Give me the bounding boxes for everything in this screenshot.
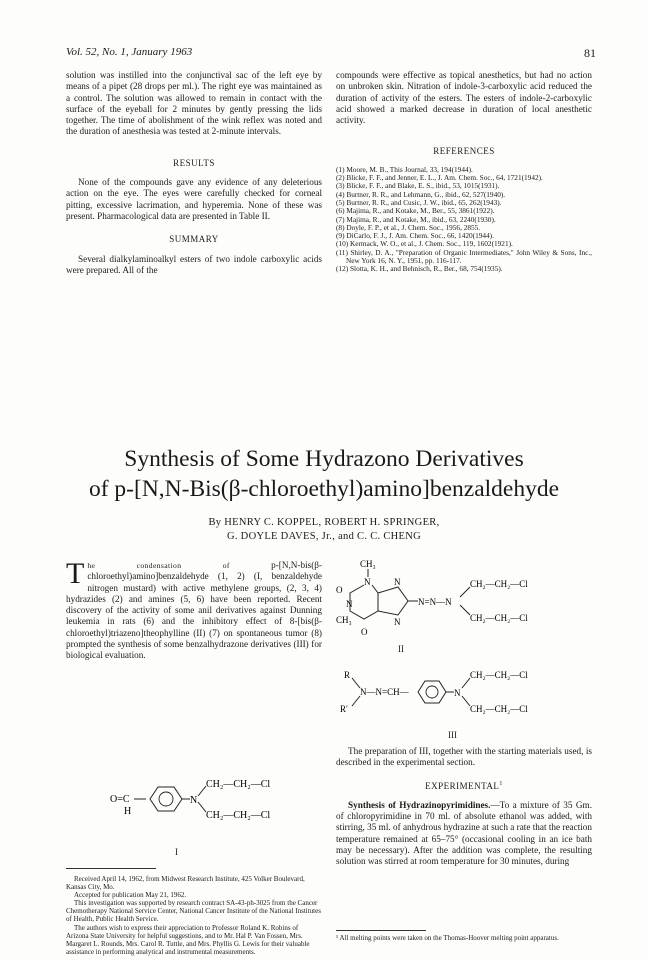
amine-n-label: N [454,688,461,698]
ring-n7-label: N [394,577,401,587]
page-number: 81 [584,46,596,60]
title-line-2: of p-[N,N-Bis(β-chloroethyl)amino]benzaldehyde [88,476,560,502]
carbonyl-o-upper: O [336,585,343,595]
synthesis-heading: Synthesis of Hydrazinopyrimidines. [348,799,491,810]
reference-item: (2) Blicke, F. F., and Jenner, E. L., J. Am. Chem. Soc., 64, 1721(1942). [336,173,543,183]
ring-n3-label: N [346,599,353,609]
synthesis-paragraph [336,800,592,868]
chloroethyl-arm-lower: CH₂—CH₂—Cl [206,810,271,821]
introduction-text [66,557,322,662]
reference-item: (10) Kermack, W. O., et al., J. Chem. Soc., 119, 1602(1921). [336,239,513,249]
right-footnote-block [336,930,592,942]
conclusion-text: compounds were effective as topical anesthetics, but had no action on unbroken skin. Nitration of indole-3-carboxylic acid reduced the duration of activity of the esters. The esters of indole-2-carboxylic acid showed a marked decrease in duration of local anesthetic activity. [336,70,592,126]
footnote-rule [336,930,426,931]
references-heading: REFERENCES [433,146,495,157]
article-title [40,444,608,504]
structure-I-diagram [110,770,290,840]
footnote-rule [66,868,156,869]
structure-II-diagram [336,555,606,645]
chloroethyl-arm-upper: CH₂—CH₂—Cl [206,779,271,790]
reference-item: (11) Shirley, D. A., "Preparation of Organic Intermediates," John Wiley & Sons, Inc., New York 16, N. Y., 1951, pp. 116-117. [336,247,592,266]
footnote-acknowledgments: The authors wish to express their appreciation to Professor Roland K. Robins of Arizona State University for helpful suggestions, and to Mr. Hal P. Van Fossen, Mrs. Margaret L. Rounds, Mrs. Carol R. Tuttle, and Mrs. Phyllis G. Lewis for their valuable assistance in performing analytical and instrumental measurements. [66,923,310,956]
synthesis-text: —To a mixture of 35 Gm. of chloropyrimidine in 70 ml. of absolute ethanol was added, with stirring, 35 ml. of anhydrous hydrazine at such a rate that the reaction temperature remained at 65–75° (occasional cooling in an ice bath may be necessary). After the addition was complete, the resulting solution was stirred at room temperature for 30 minutes, during [336,799,592,867]
chloroethyl-arm-lower: CH₂—CH₂—Cl [470,704,528,714]
aldehyde-h-label: H [124,806,132,817]
reference-list [336,166,592,274]
summary-heading: SUMMARY [169,234,219,245]
triazene-label: N=N—N [418,597,452,607]
hydrazone-linkage-label: N—N=CH— [360,687,409,697]
r-group-label: R [344,670,351,680]
structure-I-label: I [175,847,178,857]
ring-n9-label: N [394,617,401,627]
results-text: None of the compounds gave any evidence of any deleterious action on the eye. The eyes were carefully checked for corneal pitting, excessive lacrimation, and hyperemia. None of these was present. Pharmacological data are presented in Table II. [66,177,322,221]
reference-item: (8) Doyle, F. P., et al., J. Chem. Soc., 1956, 2855. [336,222,481,232]
author-list [60,516,588,544]
reference-item: (9) DiCarlo, F. J., J. Am. Chem. Soc., 66, 1420(1944). [336,231,494,241]
reference-item: (4) Burtner, R. R., and Lehmann, G., ibid., 62, 527(1940). [336,189,506,199]
footnote-funding: This investigation was supported by research contract SA-43-ph-3025 from the Cancer Chemotherapy National Service Center, National Cancer Institute of the National Institutes of Health, Public Health Service. [66,899,321,924]
melting-point-footnote: ¹ All melting points were taken on the Thomas-Hoover melting point apparatus. [336,934,559,942]
top-right-column [336,70,592,274]
footnotes-block [66,868,322,956]
experimental-heading: EXPERIMENTAL$^1$ [425,780,503,791]
journal-citation: Vol. 52, No. 1, January 1963 [66,46,193,58]
intro-body: p-[N,N-bis(β-chloroethyl)amino]benzaldehyde (1, 2) (I, benzaldehyde nitrogen mustard) with active methylene groups, (2, 3, 4) hydrazides (2) and amines (5, 6) have been reported. Recent discovery of the activity of some anil derivatives against Dunning leukemia in rats (6) and the inhibitory effect of 8-[bis(β-chloroethyl)triazeno]theophylline (II) (7) on spontaneous tumor (8) prompted the synthesis of some benzalhydrazone derivatives (III) for biological evaluation. [66,560,322,661]
structure-III-label: III [448,730,457,740]
reference-item: (5) Burtner, R. R., and Cusic, J. W., ibid., 65, 262(1943). [336,197,502,207]
r-prime-group-label: R′ [340,704,348,714]
authors-line-1: By HENRY C. KOPPEL, ROBERT H. SPRINGER, [208,517,440,528]
reference-item: (7) Majima, R., and Kotake, M., ibid., 63, 2240(1930). [336,214,496,224]
bottom-right-column [336,746,592,868]
reference-item: (6) Majima, R., and Kotake, M., Ber., 55, 3861(1922). [336,206,495,216]
title-line-1: Synthesis of Some Hydrazono Derivatives [124,446,524,472]
chloroethyl-arm-upper: CH₂—CH₂—Cl [470,670,528,680]
footnote-received: Received April 14, 1962, from Midwest Research Institute, 425 Volker Boulevard, Kansas City, Mo. [66,875,305,892]
structure-II-label: II [398,644,404,654]
bottom-left-column [66,557,322,662]
experimental-footnote-mark: 1 [499,780,503,787]
methyl-top-label: CH₃ [360,559,376,569]
top-left-column [66,70,322,276]
footnote-list [66,875,322,956]
structure-III-diagram [340,660,610,730]
ring-n1-label: N [364,577,371,587]
authors-line-2: G. DOYLE DAVES, Jr., and C. C. CHENG [226,531,422,542]
chloroethyl-arm-lower: CH₂—CH₂—Cl [470,613,528,623]
running-header [66,46,596,58]
reference-item: (12) Slotta, K. H., and Behnisch, R., Ber., 68, 754(1935). [336,264,503,274]
chloroethyl-arm-upper: CH₂—CH₂—Cl [470,579,528,589]
summary-text: Several dialkylaminoalkyl esters of two indole carboxylic acids were prepared. All of the [66,253,322,275]
reference-item: (3) Blicke, F. F., and Blake, E. S., ibid., 53, 1015(1931). [336,181,500,191]
method-text: solution was instilled into the conjunctival sac of the left eye by means of a pipet (28 drops per ml.). The right eye was maintained as a control. The solution was allowed to remain in contact with the surface of the eyeball for 2 minutes by gently pressing the lids together. The time of abolishment of the wink reflex was noted and the duration of anesthesia was tested at 2-minute intervals. [66,70,322,137]
reference-item: (1) Moore, M. B., This Journal, 33, 194(1944). [336,164,473,174]
preparation-text: The preparation of III, together with the starting materials used, is described in the experimental section. [336,746,592,768]
methyl-left-label: CH₃ [336,615,352,625]
carbonyl-o-lower: O [361,627,368,637]
intro-smallcaps: he condensation of [87,561,230,570]
carbonyl-label: O=C [110,794,130,805]
amine-n-label: N [190,795,198,806]
drop-cap: T [66,557,85,590]
footnote-accepted: Accepted for publication May 21, 1962. [74,891,187,900]
results-heading: RESULTS [173,157,215,168]
